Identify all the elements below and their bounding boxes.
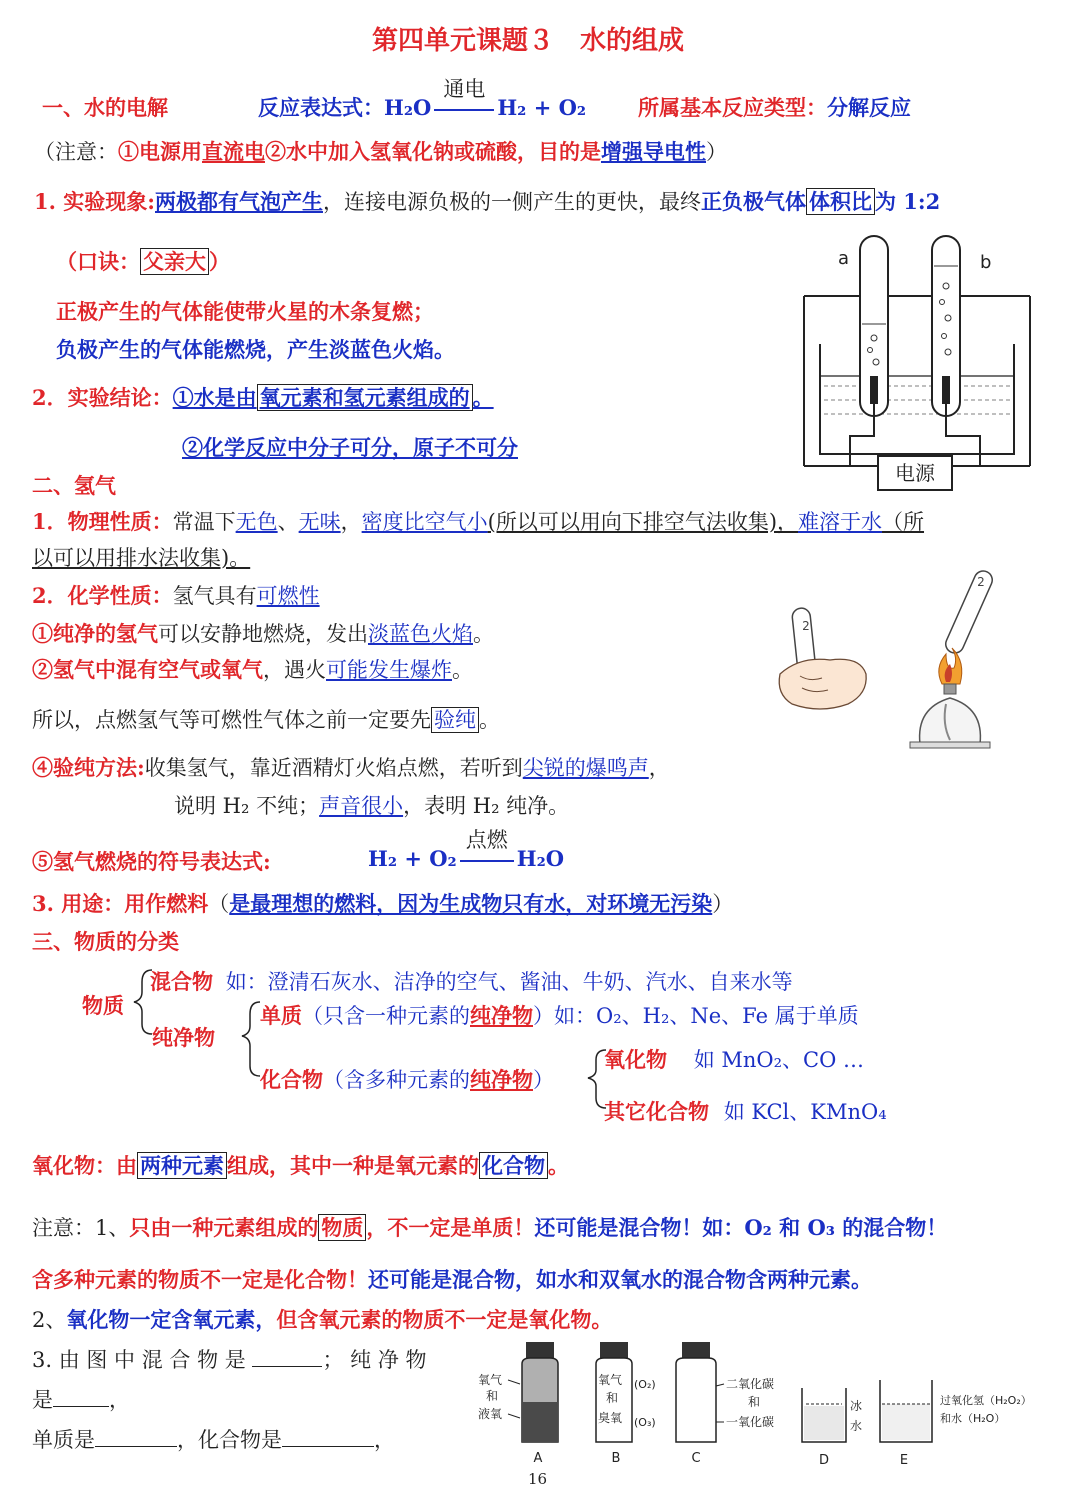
bottle-a-cap (526, 1342, 554, 1358)
note-p1: ①电源用 (118, 139, 202, 164)
bottle-b-botf: (O₃) (634, 1416, 656, 1429)
note-1-red: 只由一种元素组成的 (129, 1215, 319, 1240)
bottle-c-bot: 一氧化碳 (726, 1415, 775, 1429)
note-1-blue: 还可能是混合物！如：O₂ 和 O₃ 的混合物！ (534, 1215, 948, 1240)
q-l3end: ， (374, 1428, 395, 1452)
oxide-examples: 如 MnO₂、CO … (693, 1048, 864, 1072)
c4-end: ， (648, 756, 670, 780)
chem-point-1 (32, 618, 494, 648)
combustion-expression (32, 846, 271, 876)
beaker-d-label: D (818, 1453, 830, 1468)
element-label: 单质 (260, 1003, 302, 1028)
reaction-type-label: 所属基本反应类型： (638, 95, 827, 120)
compound-pure: 纯净物 (470, 1067, 533, 1092)
phys-t5: （所 (882, 510, 925, 534)
c3-verify-purity: 验纯 (431, 707, 479, 733)
oxide-label: 氧化物 (604, 1047, 667, 1072)
note-1b-red: 含多种元素的物质不一定是化合物！ (32, 1267, 368, 1292)
chem-point-2 (32, 654, 473, 684)
classification-braces (130, 962, 610, 1128)
note-1-box: 物质 (318, 1214, 366, 1241)
chemical-properties (32, 580, 320, 610)
bottle-b-bot: 臭氧 (598, 1411, 623, 1425)
compound-t1: （含多种元素的 (323, 1068, 470, 1092)
oxide-def-t1: 氧化物：由 (32, 1153, 137, 1178)
negative-electrode-line: 负极产生的气体能燃烧，产生淡蓝色火焰。 (56, 337, 455, 362)
c2-explode: 可能发生爆炸 (326, 658, 452, 682)
c1-text: 可以安静地燃烧，发出 (158, 622, 368, 646)
purity-test-illustration (770, 564, 1040, 764)
compound-answer-blank[interactable] (282, 1446, 374, 1447)
compound-t2: ） (533, 1068, 554, 1092)
phen-label: 1. 实验现象: (34, 189, 155, 214)
chem-point-3 (32, 704, 500, 734)
electrolysis-apparatus (790, 226, 1040, 494)
chem-point-4-line2 (174, 790, 569, 820)
c4-text: 收集氢气，靠近酒精灯火焰点燃，若听到 (144, 756, 523, 780)
section-1-heading: 一、水的电解 (42, 95, 168, 120)
bottle-b-label: B (611, 1451, 621, 1466)
c3-end: 。 (479, 708, 500, 732)
beaker-d-bot: 水 (850, 1419, 863, 1433)
bottle-a-top: 氧气 (478, 1373, 503, 1387)
conclusion-2: ②化学反应中分子可分，原子不可分 (182, 435, 518, 460)
expr-arrow (431, 77, 497, 120)
tube-1-label: 2 (802, 619, 810, 633)
note-open: （注意： (34, 140, 118, 164)
c2-text: ，遇火 (263, 658, 326, 682)
question-line-1 (32, 1344, 427, 1374)
phys-t1: 常温下 (172, 510, 236, 534)
oxide-def-t3: 。 (548, 1153, 569, 1178)
chem-flammable: 可燃性 (256, 584, 320, 608)
section-3-heading: 三、物质的分类 (32, 929, 179, 954)
power-label: 电源 (895, 461, 935, 485)
bottle-c-cap (682, 1342, 710, 1358)
experiment-phenomenon (34, 186, 940, 216)
phys-t3: ， (340, 510, 362, 534)
phys-insoluble: 难溶于水 (798, 510, 883, 534)
reaction-type (638, 92, 911, 122)
beaker-e-label: E (899, 1453, 909, 1468)
hydrogen-use (32, 888, 733, 918)
bottle-a-bot: 液氧 (478, 1407, 503, 1421)
c2-red: ②氢气中混有空气或氧气 (32, 657, 263, 682)
c5-condition: 点燃 (465, 828, 508, 852)
use-label: 3. 用途：用作燃料 (32, 891, 209, 916)
use-close: ） (712, 892, 734, 916)
bottle-c-mid: 和 (748, 1395, 761, 1409)
conclusion-1b: 氧元素和氢元素组成的 (257, 384, 473, 411)
c1-end: 。 (473, 622, 494, 646)
phen-mid: ，连接电源负极的一侧产生的更快，最终 (323, 190, 701, 214)
physical-properties (32, 506, 924, 536)
element-answer-blank[interactable] (95, 1446, 177, 1447)
q-l3a: 单质是 (32, 1428, 95, 1452)
chem-label: 2．化学性质： (32, 583, 173, 608)
test-tube-2 (943, 568, 995, 656)
element-pure: 纯净物 (470, 1003, 533, 1028)
bottle-a-label: A (533, 1451, 543, 1466)
bottle-a-mid: 和 (486, 1389, 499, 1403)
c1-flame: 淡蓝色火焰 (368, 622, 473, 646)
q-l1: 3. 由 图 中 混 合 物 是 (32, 1348, 246, 1372)
element-t2: ）如：O₂、H₂、Ne、Fe 属于单质 (533, 1004, 859, 1028)
c4-red: ④验纯方法: (32, 755, 145, 780)
conclusion-label: 2．实验结论： (32, 385, 173, 410)
note-2 (32, 1304, 612, 1334)
note-1-label: 注意：1、 (32, 1216, 130, 1240)
note-1-red2: ，不一定是单质！ (366, 1215, 535, 1240)
q-l1b: 纯 净 物 (350, 1348, 427, 1372)
note-close: ） (706, 140, 727, 164)
matter-label: 物质 (82, 993, 124, 1018)
oxide-definition (32, 1150, 569, 1180)
chem-point-4 (32, 752, 670, 782)
page-title: 第四单元课题３ 水的组成 (372, 26, 685, 56)
element-t1: （只含一种元素的 (302, 1004, 470, 1028)
conclusion-1a: ①水是由 (172, 385, 257, 410)
note-2-red: 但含氧元素的物质不一定是氧化物。 (276, 1307, 613, 1332)
use-open: （ (208, 892, 230, 916)
beaker-e-bot: 和水（H₂O） (940, 1412, 1006, 1425)
hand (779, 659, 866, 709)
mnemonic (56, 246, 230, 276)
reaction-expression (258, 77, 587, 122)
use-ideal-fuel: 是最理想的燃料，因为生成物只有水，对环境无污染 (229, 891, 713, 916)
phen-ratio: 为 1:2 (875, 189, 941, 214)
phen-volume-ratio: 体积比 (806, 188, 875, 215)
expr-right: H₂ + O₂ (497, 95, 587, 120)
note-p3: ②水中加入氢氧化钠或硫酸，目的是 (265, 139, 601, 164)
phen-bubbles: 两极都有气泡产生 (155, 189, 323, 214)
c4-l2a: 说明 H₂ 不纯； (174, 794, 320, 818)
phen-gas: 正负极气体 (701, 189, 806, 214)
c1-red: ①纯净的氢气 (32, 621, 158, 646)
beaker-d-top: 冰 (850, 1399, 863, 1413)
expr-label: 反应表达式： (258, 95, 384, 120)
note-conductivity: 增强导电性 (601, 139, 706, 164)
question-line-2 (32, 1384, 130, 1414)
section-2-heading: 二、氢气 (32, 473, 116, 498)
pure-answer-blank[interactable] (53, 1406, 109, 1407)
phys-t4: (所以可以用向下排空气法收集)， (487, 510, 799, 534)
c4-sharp-pop: 尖锐的爆鸣声 (522, 756, 649, 780)
oxide-def-t2: 组成，其中一种是氧元素的 (227, 1153, 479, 1178)
tube-2-label: 2 (977, 575, 985, 589)
phys-label: 1．物理性质： (32, 509, 173, 534)
combustion-formula (368, 828, 565, 871)
q-l2: 是 (32, 1388, 53, 1412)
bottle-b-mid: 和 (606, 1391, 619, 1405)
c5-left: H₂ + O₂ (368, 846, 457, 871)
mixture-label: 混合物 (150, 969, 213, 994)
expr-condition: 通电 (443, 77, 486, 101)
tube-b-label: b (980, 252, 992, 273)
bottle-b-topf: (O₂) (634, 1378, 656, 1391)
page-number: 16 (528, 1470, 548, 1488)
phys-density: 密度比空气小 (361, 510, 488, 534)
c5-label: ⑤氢气燃烧的符号表达式: (32, 849, 271, 874)
note-direct-current: 直流电 (202, 139, 265, 164)
c4-quiet: 声音很小 (319, 794, 404, 818)
q-l2end: ， (109, 1388, 130, 1412)
bottles-figure (470, 1338, 1060, 1472)
q-sep1: ； (322, 1348, 344, 1372)
oxide-line (604, 1044, 864, 1074)
oxide-def-two-elements: 两种元素 (137, 1152, 227, 1179)
beaker-e-top: 过氧化氢（H₂O₂） (940, 1394, 1032, 1407)
q-l3b: ，化合物是 (177, 1428, 282, 1452)
c4-l2b: ，表明 H₂ 纯净。 (403, 794, 570, 818)
mnemonic-close: ） (209, 249, 230, 274)
c2-end: 。 (452, 658, 473, 682)
conclusion-1c: 。 (472, 385, 494, 410)
mnemonic-box: 父亲大 (140, 248, 209, 275)
bottle-c (676, 1358, 716, 1442)
phys-t2: 、 (277, 510, 299, 534)
mixture-answer-blank[interactable] (252, 1366, 322, 1367)
positive-electrode-line: 正极产生的气体能使带火星的木条复燃； (56, 299, 434, 324)
c5-right: H₂O (516, 846, 565, 871)
bottle-c-label: C (691, 1451, 701, 1466)
physical-properties-line2: 以可以用排水法收集)。 (32, 546, 251, 570)
note-1b-blue: 还可能是混合物，如水和双氧水的混合物含两种元素。 (368, 1267, 872, 1292)
phys-odorless: 无味 (298, 510, 341, 534)
tube-a-label: a (838, 248, 850, 269)
mnemonic-open: （口诀： (56, 249, 140, 274)
expr-left: H₂O (384, 95, 432, 120)
note-1 (32, 1212, 947, 1242)
question-line-3 (32, 1424, 395, 1454)
c5-arrow (457, 828, 517, 871)
bottle-b-cap (600, 1342, 628, 1358)
note-1b (32, 1264, 872, 1294)
mixture-examples: 如：澄清石灰水、洁净的空气、酱油、牛奶、汽水、自来水等 (225, 970, 793, 994)
reaction-type-value: 分解反应 (827, 95, 911, 120)
note-2-label: 2、 (32, 1308, 67, 1332)
note-2-blue: 氧化物一定含氧元素， (66, 1307, 277, 1332)
electrolysis-note (34, 136, 727, 166)
conclusion-1 (32, 382, 494, 412)
chem-t1: 氢气具有 (172, 584, 257, 608)
phys-colorless: 无色 (235, 510, 278, 534)
other-compound-label: 其它化合物 (604, 1099, 709, 1124)
compound-label: 化合物 (260, 1067, 323, 1092)
bottle-c-top: 二氧化碳 (726, 1377, 775, 1391)
bottle-b-top: 氧气 (598, 1373, 623, 1387)
pure-substance-label: 纯净物 (152, 1025, 215, 1050)
alcohol-lamp (920, 698, 981, 744)
other-compound-examples: 如 KCl、KMnO₄ (723, 1100, 887, 1124)
oxide-def-compound: 化合物 (479, 1152, 548, 1179)
other-compound-line (604, 1096, 887, 1126)
c3-text: 所以，点燃氢气等可燃性气体之前一定要先 (32, 708, 431, 732)
